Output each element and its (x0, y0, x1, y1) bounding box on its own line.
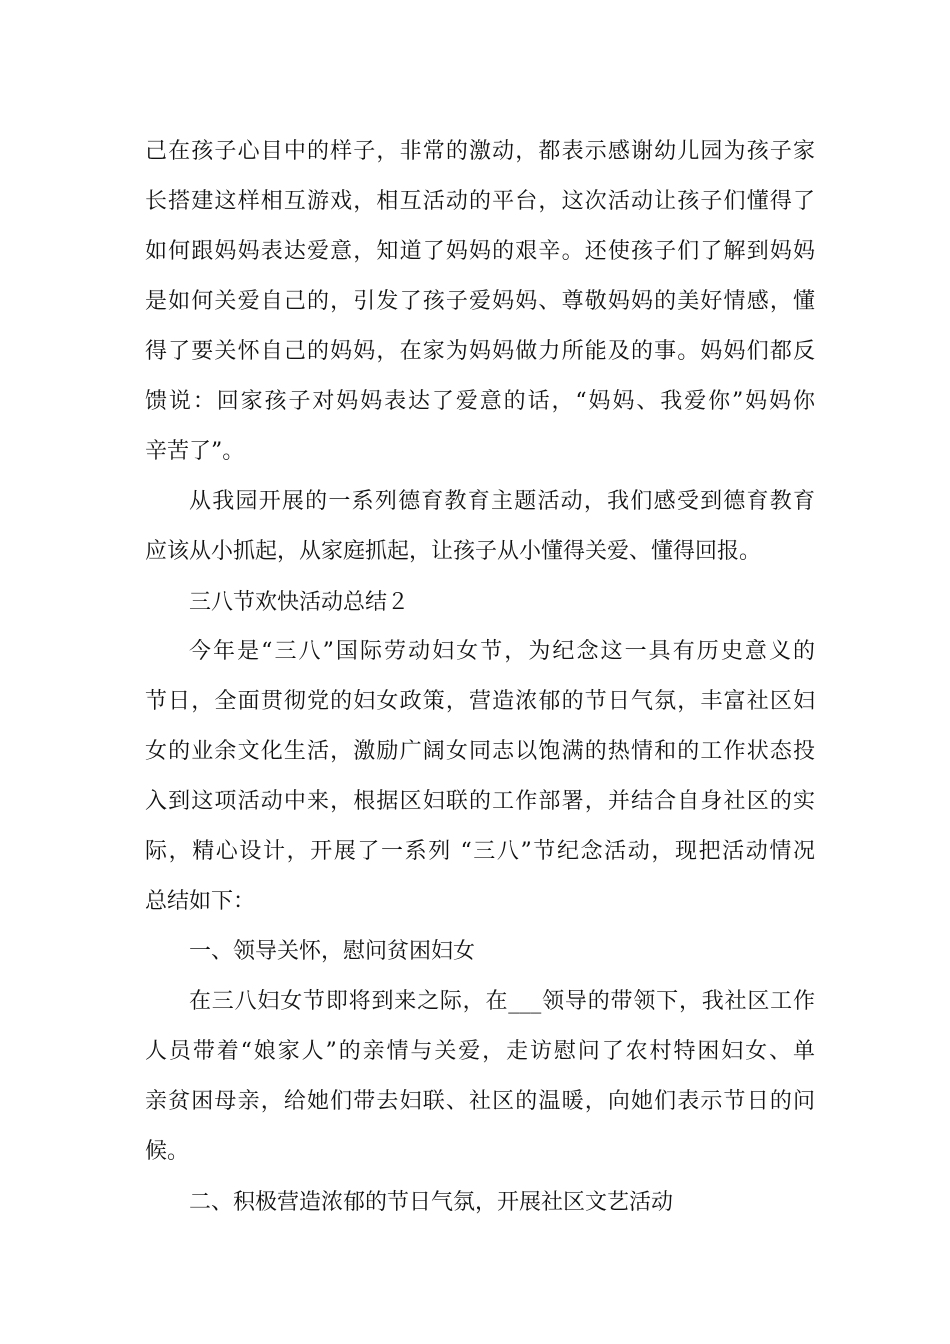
text-line: 是如何关爱自己的，引发了孩子爱妈妈、尊敬妈妈的美好情感，懂 (145, 289, 815, 314)
text-line: 总结如下： (145, 889, 256, 914)
paragraph-first-line: 今年是“三八”国际劳动妇女节，为纪念这一具有历史意义的 (189, 639, 815, 664)
text-line: 辛苦了”。 (145, 439, 245, 464)
text-line: 长搭建这样相互游戏，相互活动的平台，这次活动让孩子们懂得了 (145, 189, 815, 214)
paragraph-first-line: 在三八妇女节即将到来之际，在___领导的带领下，我社区工作 (189, 989, 815, 1014)
text-line: 馈说：回家孩子对妈妈表达了爱意的话，“妈妈、我爱你”妈妈你 (145, 389, 815, 414)
text-line: 得了要关怀自己的妈妈，在家为妈妈做力所能及的事。妈妈们都反 (145, 339, 815, 364)
section-title: 三八节欢快活动总结２ (189, 590, 410, 615)
text-line: 己在孩子心目中的样子，非常的激动，都表示感谢幼儿园为孩子家 (145, 139, 815, 164)
text-line: 亲贫困母亲，给她们带去妇联、社区的温暖，向她们表示节日的问 (145, 1089, 815, 1114)
text-line: 如何跟妈妈表达爱意，知道了妈妈的艰辛。还使孩子们了解到妈妈 (145, 239, 815, 264)
text-line: 人员带着“娘家人”的亲情与关爱，走访慰问了农村特困妇女、单 (145, 1039, 815, 1064)
text-line: 际，精心设计，开展了一系列 “三八”节纪念活动，现把活动情况 (145, 839, 815, 864)
text-line: 入到这项活动中来，根据区妇联的工作部署，并结合自身社区的实 (145, 789, 815, 814)
section-heading: 一、领导关怀，慰问贫困妇女 (189, 939, 476, 964)
section-heading: 二、积极营造浓郁的节日气氛，开展社区文艺活动 (189, 1190, 674, 1215)
text-line: 候。 (145, 1139, 190, 1164)
text-line: 应该从小抓起，从家庭抓起，让孩子从小懂得关爱、懂得回报。 (145, 539, 762, 564)
text-line: 节日，全面贯彻党的妇女政策，营造浓郁的节日气氛，丰富社区妇 (145, 689, 815, 714)
text-line: 女的业余文化生活，激励广阔女同志以饱满的热情和的工作状态投 (145, 739, 815, 764)
paragraph-first-line: 从我园开展的一系列德育教育主题活动，我们感受到德育教育 (189, 489, 815, 514)
